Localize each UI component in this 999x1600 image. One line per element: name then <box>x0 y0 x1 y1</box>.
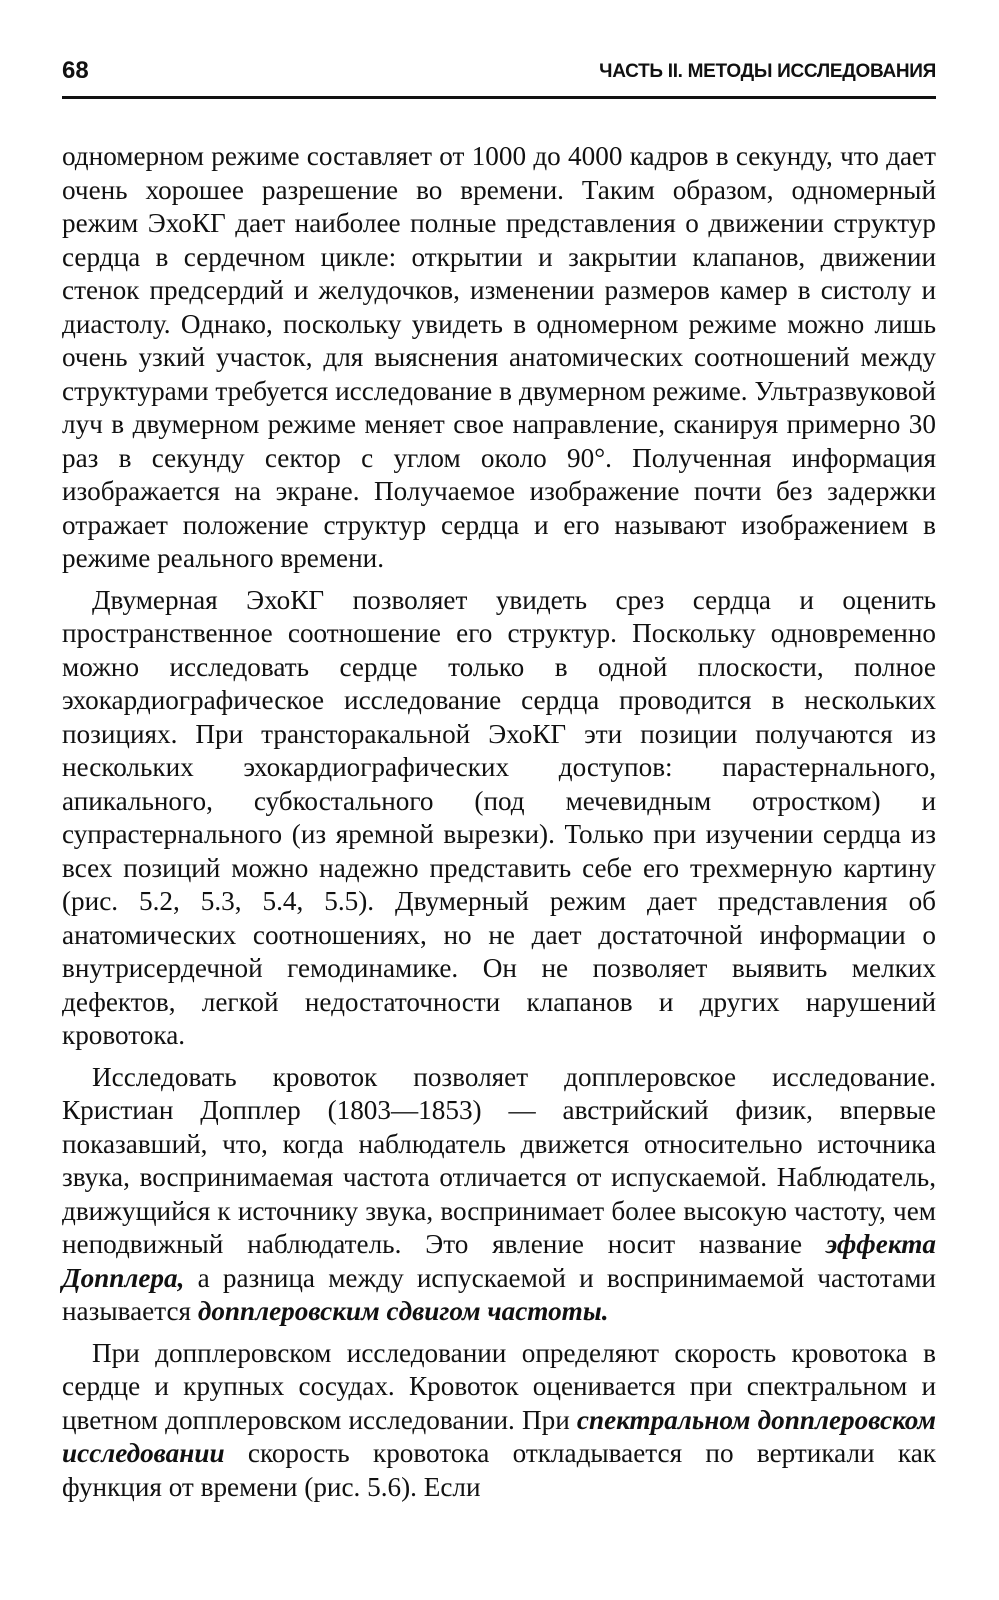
paragraph-2: Двумерная ЭхоКГ позволяет увидеть срез сердца и оценить пространственное соотношение его структур. Поскольку одновременно можно исследовать сердце только в одной плоскости, полное эхокардиографическое исследование сердца проводится в нескольких позициях. При трансторакальной ЭхоКГ эти позиции получаются из нескольких эхокардиографических доступов: парастернального, апикального, субкостального (под мечевидным отростком) и супрастернального (из яремной вырезки). Только при изучении сердца из всех позиций можно надежно представить себе его трехмерную картину (рис. 5.2, 5.3, 5.4, 5.5). Двумерный режим дает представления об анатомических соотношениях, но не дает достаточной информации о внутрисердечной гемодинамике. Он не позволяет выявить мелких дефектов, легкой недостаточности клапанов и других нарушений кровотока. <box>62 584 936 1050</box>
paragraph-4-text-b: скорость кровотока откладывается по вертикали как функция от времени (рис. 5.6). Если <box>62 1438 936 1502</box>
paragraph-3 <box>62 1061 936 1329</box>
paragraph-4 <box>62 1337 936 1505</box>
doppler-effect-term: эффекта Допплера, <box>62 1229 936 1293</box>
body-text <box>62 140 936 1512</box>
paragraph-3-text-a: Исследовать кровоток позволяет допплеровское исследование. Кристиан Допплер (1803—1853) — австрийский физик, впервые показавший, что, когда наблюдатель движется относительно источника звука, воспринимаемая частота отличается от испускаемой. Наблюдатель, движущийся к источнику звука, воспринимает более высокую частоту, чем неподвижный наблюдатель. Это явление носит название <box>62 1061 936 1259</box>
page-header <box>62 56 936 99</box>
page-number: 68 <box>62 57 89 84</box>
spectral-doppler-term: спектральном допплеровском исследовании <box>62 1404 936 1468</box>
paragraph-4-text-a: При допплеровском исследовании определяют скорость кровотока в сердце и крупных сосудах. Кровоток оценивается при спектральном и цветном допплеровском исследовании. При <box>62 1337 936 1435</box>
doppler-shift-term: допплеровским сдвигом частоты. <box>197 1296 609 1326</box>
paragraph-1: одномерном режиме составляет от 1000 до 4000 кадров в секунду, что дает очень хорошее разрешение во времени. Таким образом, одномерный режим ЭхоКГ дает наиболее полные представления о движении структур сердца в сердечном цикле: открытии и закрытии клапанов, движении стенок предсердий и желудочков, изменении размеров камер в систолу и диастолу. Однако, поскольку увидеть в одномерном режиме можно лишь очень узкий участок, для выяснения анатомических соотношений между структурами требуется исследование в двумерном режиме. Ультразвуковой луч в двумерном режиме меняет свое направление, сканируя примерно 30 раз в секунду сектор с углом около 90°. Полученная информация изображается на экране. Получаемое изображение почти без задержки отражает положение структур сердца и его называют изображением в режиме реального времени. <box>62 141 936 573</box>
paragraph-3-text-b: а разница между испускаемой и воспринимаемой частотами называется <box>62 1262 936 1326</box>
running-head: ЧАСТЬ II. МЕТОДЫ ИССЛЕДОВАНИЯ <box>599 61 936 82</box>
